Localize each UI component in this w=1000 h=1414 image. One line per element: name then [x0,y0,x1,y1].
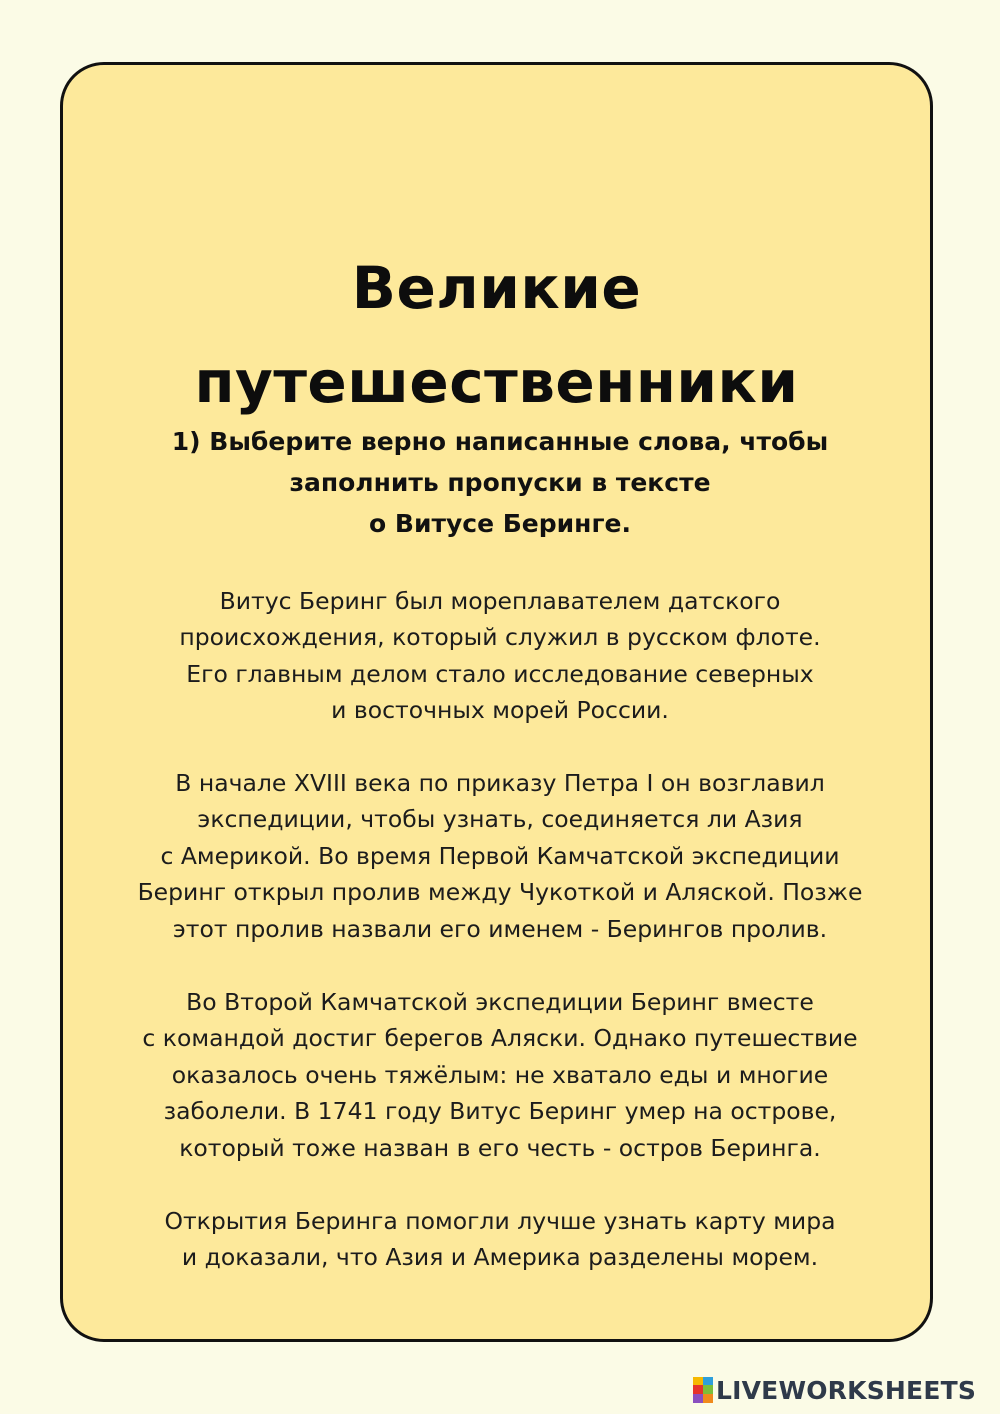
text-line: Открытия Беринга помогли лучше узнать карту мира [164,1207,836,1235]
paragraph-3 [0,984,1000,1166]
text-line: заболели. В 1741 году Витус Беринг умер на острове, [163,1097,837,1126]
liveworksheets-logo-icon [693,1377,713,1403]
page-title [63,241,930,429]
task-line: заполнить пропуски в тексте [289,468,711,497]
task-instruction [0,421,1000,544]
text-line: Витус Беринг был мореплавателем датского [219,587,781,615]
logo-block [703,1385,713,1394]
text-line: Во Второй Камчатской экспедиции Беринг вместе [186,988,814,1016]
task-line: о Витусе Беринге. [369,509,631,538]
brand-name: LIVEWORKSHEETS [716,1375,977,1405]
paragraph-1 [0,583,1000,729]
paragraph-4 [0,1203,1000,1276]
logo-block [693,1385,703,1394]
text-line: Его главным делом стало исследование северных [186,659,814,688]
text-line: который тоже назван в его честь - остров Беринга. [179,1133,821,1162]
text-line: экспедиции, чтобы узнать, соединяется ли Азия [197,805,803,834]
text-line: и восточных морей России. [331,696,669,725]
text-line: и доказали, что Азия и Америка разделены морем. [181,1243,819,1272]
title-line: Великие [351,254,642,322]
text-line: с командой достиг берегов Аляски. Однако путешествие [142,1024,858,1053]
text-line: оказалось очень тяжёлым: не хватало еды и многие [171,1060,829,1089]
text-line: происхождения, который служил в русском флоте. [179,623,821,652]
logo-block [693,1377,703,1385]
logo-block [693,1394,703,1403]
logo-block [703,1394,713,1403]
text-line: Беринг открыл пролив между Чукоткой и Аляской. Позже [137,878,863,907]
text-line: В начале XVIII века по приказу Петра I он возглавил [175,769,825,797]
logo-block [703,1377,713,1385]
title-line: путешественники [194,348,799,416]
liveworksheets-brand[interactable] [693,1374,976,1406]
text-line: с Америкой. Во время Первой Камчатской экспедиции [160,841,840,870]
paragraph-2 [0,765,1000,947]
text-line: этот пролив назвали его именем - Берингов пролив. [172,914,828,943]
task-line: 1) Выберите верно написанные слова, чтобы [171,427,829,456]
